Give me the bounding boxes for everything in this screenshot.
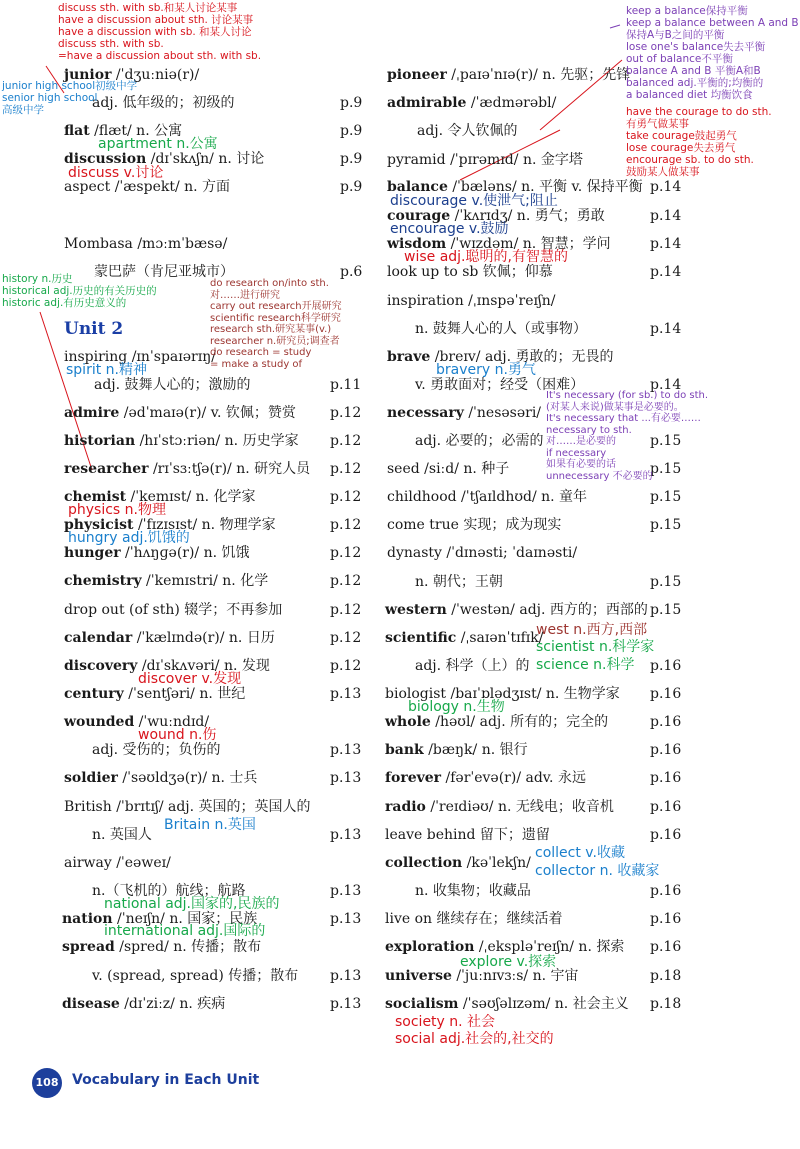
- page-ref: p.12: [330, 602, 362, 618]
- note-courage: have the courage to do sth. 有勇气做某事 take courage鼓起勇气 lose courage失去勇气 encourage sb. to do sth. 鼓励某人做某事: [626, 106, 772, 179]
- entry-inspiration-def: n. 鼓舞人心的人（或事物）: [415, 321, 587, 337]
- page-ref: p.16: [650, 911, 682, 927]
- note-spirit: spirit n.精神: [66, 362, 147, 378]
- entry-whole: whole /həʊl/ adj. 所有的；完全的: [385, 714, 609, 730]
- entry-researcher: researcher /rɪˈsɜːtʃə(r)/ n. 研究人员: [64, 461, 311, 477]
- entry-pioneer: pioneer /ˌpaɪəˈnɪə(r)/ n. 先驱；先锋: [387, 67, 631, 83]
- note-junior-school: junior high school初级中学 senior high school 高级中学: [2, 80, 138, 117]
- page-ref: p.12: [330, 517, 362, 533]
- page-ref: p.13: [330, 686, 362, 702]
- page-ref: p.12: [330, 630, 362, 646]
- page-ref: p.16: [650, 827, 682, 843]
- page-ref: p.12: [330, 433, 362, 449]
- entry-western: western /ˈwestən/ adj. 西方的；西部的: [385, 602, 648, 618]
- entry-mombasa-def: 蒙巴萨（肯尼亚城市）: [94, 264, 234, 280]
- footer-title: Vocabulary in Each Unit: [72, 1072, 260, 1088]
- page-ref: p.14: [650, 236, 682, 252]
- page-ref: p.14: [650, 264, 682, 280]
- page-ref: p.16: [650, 883, 682, 899]
- page-ref: p.6: [340, 264, 363, 280]
- note-collect: collect v.收藏: [535, 845, 625, 861]
- entry-seed: seed /siːd/ n. 种子: [387, 461, 510, 477]
- entry-spread-def: v. (spread, spread) 传播；散布: [92, 968, 299, 984]
- page-ref: p.15: [650, 574, 682, 590]
- note-physics: physics n.物理: [68, 502, 166, 518]
- entry-discussion: discussion /dɪˈskʌʃn/ n. 讨论: [64, 151, 265, 167]
- page-ref: p.16: [650, 939, 682, 955]
- note-encourage: encourage v.鼓励: [390, 221, 509, 237]
- page-ref: p.14: [650, 208, 682, 224]
- entry-cometrue: come true 实现；成为现实: [387, 517, 562, 533]
- entry-necessary: necessary /ˈnesəsəri/: [387, 405, 542, 421]
- entry-courage: courage /ˈkʌrɪdʒ/ n. 勇气；勇敢: [387, 208, 605, 224]
- note-balance: keep a balance保持平衡 keep a balance between A and B 保持A与B之间的平衡 lose one's balance失去平衡 out of balance不平衡 balance A and B 平衡A和B balanced adj.平衡的;均衡的 a balanced diet 均衡饮食: [626, 5, 799, 102]
- entry-junior-def: adj. 低年级的；初级的: [92, 95, 235, 111]
- page-ref: p.14: [650, 179, 682, 195]
- note-britain: Britain n.英国: [164, 817, 256, 833]
- entry-disease: disease /dɪˈziːz/ n. 疾病: [62, 996, 226, 1012]
- entry-junior: junior /ˈdʒuːniə(r)/: [64, 67, 200, 83]
- note-history: history n.历史 historical adj.历史的有关历史的 historic adj.有历史意义的: [2, 273, 157, 310]
- entry-leavebehind: leave behind 留下；遗留: [385, 827, 550, 843]
- entry-airway: airway /ˈeəweɪ/: [64, 855, 171, 871]
- page-ref: p.12: [330, 405, 362, 421]
- page-ref: p.13: [330, 996, 362, 1012]
- entry-collection-def: n. 收集物；收藏品: [415, 883, 531, 899]
- entry-inspiration: inspiration /ˌɪnspəˈreɪʃn/: [387, 293, 556, 309]
- entry-historian: historian /hɪˈstɔːriən/ n. 历史学家: [64, 433, 299, 449]
- entry-century: century /ˈsentʃəri/ n. 世纪: [64, 686, 246, 702]
- note-bravery: bravery n.勇气: [436, 362, 536, 378]
- entry-physicist: physicist /ˈfɪzɪsɪst/ n. 物理学家: [64, 517, 276, 533]
- entry-soldier: soldier /ˈsəʊldʒə(r)/ n. 士兵: [64, 770, 258, 786]
- entry-dropout: drop out (of sth) 辍学；不再参加: [64, 602, 283, 618]
- entry-inspiring-def: adj. 鼓舞人心的；激励的: [94, 377, 251, 393]
- page-ref: p.15: [650, 433, 682, 449]
- entry-dynasty-def: n. 朝代；王朝: [415, 574, 503, 590]
- page-ref: p.15: [650, 602, 682, 618]
- note-hungry: hungry adj.饥饿的: [68, 530, 190, 546]
- entry-calendar: calendar /ˈkælɪndə(r)/ n. 日历: [64, 630, 275, 646]
- page-ref: p.13: [330, 742, 362, 758]
- page-ref: p.12: [330, 658, 362, 674]
- entry-flat: flat /flæt/ n. 公寓: [64, 123, 183, 139]
- entry-scientific-def: adj. 科学（上）的: [415, 658, 530, 674]
- page-ref: p.9: [340, 151, 363, 167]
- entry-scientific: scientific /ˌsaɪənˈtɪfɪk/: [385, 630, 544, 646]
- entry-bank: bank /bæŋk/ n. 银行: [385, 742, 528, 758]
- page-ref: p.12: [330, 545, 362, 561]
- note-science: science n.科学: [536, 657, 635, 673]
- note-scientist: scientist n.科学家: [536, 639, 655, 655]
- entry-universe: universe /ˈjuːnɪvɜːs/ n. 宇宙: [385, 968, 579, 984]
- note-wound: wound n.伤: [138, 727, 217, 743]
- note-discourage: discourage v.使泄气;阻止: [390, 193, 558, 209]
- entry-admire: admire /ədˈmaɪə(r)/ v. 钦佩；赞赏: [64, 405, 296, 421]
- entry-biologist: biologist /baɪˈɒlədʒɪst/ n. 生物学家: [385, 686, 620, 702]
- entry-brave: brave /breɪv/ adj. 勇敢的；无畏的: [387, 349, 614, 365]
- page-ref: p.16: [650, 799, 682, 815]
- note-national: national adj.国家的,民族的: [104, 896, 280, 912]
- note-international: international adj.国际的: [104, 923, 266, 939]
- page-ref: p.9: [340, 179, 363, 195]
- page-ref: p.11: [330, 377, 362, 393]
- page-ref: p.13: [330, 911, 362, 927]
- entry-wisdom: wisdom /ˈwɪzdəm/ n. 智慧；学问: [387, 236, 611, 252]
- entry-radio: radio /ˈreɪdiəʊ/ n. 无线电；收音机: [385, 799, 614, 815]
- entry-balance: balance /ˈbæləns/ n. 平衡 v. 保持平衡: [387, 179, 643, 195]
- entry-discovery: discovery /dɪˈskʌvəri/ n. 发现: [64, 658, 270, 674]
- note-research: do research on/into sth. 对……进行研究 carry out research开展研究 scientific research科学研究 research sth.研究某事(v.) researcher n.研究员;调查者 do research = study = make a study of: [210, 278, 342, 370]
- page-ref: p.13: [330, 770, 362, 786]
- page-ref: p.16: [650, 742, 682, 758]
- entry-chemistry: chemistry /ˈkemɪstri/ n. 化学: [64, 573, 269, 589]
- note-west: west n.西方,西部: [536, 622, 648, 638]
- entry-airway-def: n.（飞机的）航线；航路: [92, 883, 246, 899]
- note-apartment: apartment n.公寓: [98, 136, 218, 152]
- page-ref: p.16: [650, 714, 682, 730]
- entry-british: British /ˈbrɪtɪʃ/ adj. 英国的；英国人的: [64, 799, 311, 815]
- entry-hunger: hunger /ˈhʌŋɡə(r)/ n. 饥饿: [64, 545, 250, 561]
- entry-admirable-def: adj. 令人钦佩的: [417, 123, 518, 139]
- note-discuss: discuss sth. with sb.和某人讨论某事 have a discussion about sth. 讨论某事 have a discussion with sb. 和某人讨论 discuss sth. with sb. =have a discussion about sth. with sb.: [58, 2, 262, 63]
- entry-wounded: wounded /ˈwuːndɪd/: [64, 714, 210, 730]
- entry-liveon: live on 继续存在；继续活着: [385, 911, 563, 927]
- entry-dynasty: dynasty /ˈdɪnəsti; ˈdaɪnəsti/: [387, 545, 578, 561]
- entry-brave-def: v. 勇敢面对；经受（困难）: [415, 377, 585, 393]
- note-biology: biology n.生物: [408, 699, 505, 715]
- entry-exploration: exploration /ˌekspləˈreɪʃn/ n. 探索: [385, 939, 625, 955]
- page-ref: p.16: [650, 686, 682, 702]
- entry-childhood: childhood /ˈtʃaɪldhʊd/ n. 童年: [387, 489, 588, 505]
- note-collector: collector n. 收藏家: [535, 863, 660, 879]
- note-discover: discover v.发现: [138, 671, 242, 687]
- entry-lookup: look up to sb 钦佩；仰慕: [387, 264, 553, 280]
- note-social: social adj.社会的,社交的: [395, 1031, 554, 1047]
- page-ref: p.13: [330, 968, 362, 984]
- entry-socialism: socialism /ˈsəʊʃəlɪzəm/ n. 社会主义: [385, 996, 629, 1012]
- page-ref: p.14: [650, 377, 682, 393]
- page-ref: p.13: [330, 883, 362, 899]
- page-ref: p.12: [330, 573, 362, 589]
- page-ref: p.9: [340, 123, 363, 139]
- page-ref: p.13: [330, 827, 362, 843]
- page-ref: p.16: [650, 770, 682, 786]
- entry-admirable: admirable /ˈædmərəbl/: [387, 95, 557, 111]
- page-ref: p.15: [650, 489, 682, 505]
- entry-nation: nation /ˈneɪʃn/ n. 国家；民族: [62, 911, 258, 927]
- page-ref: p.9: [340, 95, 363, 111]
- note-discuss-v: discuss v.讨论: [68, 165, 164, 181]
- page-ref: p.18: [650, 968, 682, 984]
- entry-british-def: n. 英国人: [92, 827, 152, 843]
- entry-chemist: chemist /ˈkemɪst/ n. 化学家: [64, 489, 256, 505]
- page-ref: p.15: [650, 517, 682, 533]
- page-ref: p.12: [330, 461, 362, 477]
- note-society: society n. 社会: [395, 1014, 496, 1030]
- page-ref: p.15: [650, 461, 682, 477]
- page-ref: p.14: [650, 321, 682, 337]
- note-wise: wise adj.聪明的,有智慧的: [404, 249, 568, 265]
- page-ref: p.12: [330, 489, 362, 505]
- note-explore: explore v.探索: [460, 954, 557, 970]
- page-ref: p.18: [650, 996, 682, 1012]
- entry-forever: forever /fərˈevə(r)/ adv. 永远: [385, 770, 586, 786]
- page-ref: p.16: [650, 658, 682, 674]
- unit-title: Unit 2: [64, 319, 124, 339]
- entry-mombasa: Mombasa /mɔːmˈbæsə/: [64, 236, 228, 252]
- entry-spread: spread /spred/ n. 传播；散布: [62, 939, 262, 955]
- note-necessary: It's necessary (for sb.) to do sth. (对某人来说)做某事是必要的。 It's necessary that ...有必要…… necessary to sth. 对……是必要的 if necessary 如果有必要的话 unnecessary 不必要的: [546, 390, 709, 482]
- entry-collection: collection /kəˈlekʃn/: [385, 855, 531, 871]
- entry-necessary-def: adj. 必要的；必需的: [415, 433, 544, 449]
- entry-aspect: aspect /ˈæspekt/ n. 方面: [64, 179, 231, 195]
- page-number-badge: 108: [32, 1068, 62, 1098]
- entry-pyramid: pyramid /ˈpɪrəmɪd/ n. 金字塔: [387, 152, 583, 168]
- entry-inspiring: inspiring /ɪnˈspaɪərɪŋ/: [64, 349, 216, 365]
- entry-wounded-def: adj. 受伤的；负伤的: [92, 742, 221, 758]
